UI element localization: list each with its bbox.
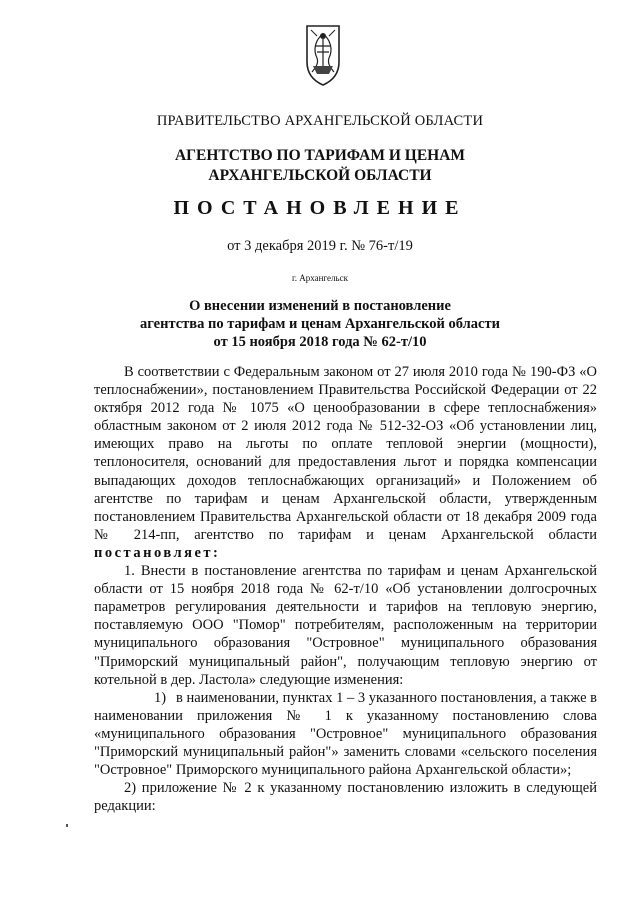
agency-name-line2: АРХАНГЕЛЬСКОЙ ОБЛАСТИ (208, 167, 432, 184)
coat-of-arms-emblem (303, 22, 343, 88)
subitem-1-number: 1) (154, 689, 167, 706)
subject-line2: агентства по тарифам и ценам Архангельской области (140, 316, 500, 332)
subitem-1-text: в наименовании, пунктах 1 – 3 указанного постановления, а также в наименовании приложения № 1 к указанному постановлению слова «муниципального образования "Островное" муниципального образования "Приморский муниципальный район"» заменить словами «сельского поселения "Островное" Приморского муниципального района Архангельской области»; (94, 689, 597, 779)
document-type-title: ПОСТАНОВЛЕНИЕ (173, 197, 467, 219)
subject-line3: от 15 ноября 2018 года № 62-т/10 (213, 334, 427, 350)
document-city: г. Архангельск (292, 273, 348, 283)
scan-mark (66, 824, 68, 827)
preamble-paragraph (94, 363, 597, 562)
document-date-number: от 3 декабря 2019 г. № 76-т/19 (227, 238, 413, 254)
resolves-word: постановляет: (94, 544, 221, 561)
subject-line1: О внесении изменений в постановление (189, 298, 451, 314)
document-body (94, 363, 597, 815)
subitem-1-paragraph (94, 689, 597, 779)
item-1-paragraph: 1. Внести в постановление агентства по тарифам и ценам Архангельской области от 15 ноября 2018 года № 62-т/10 «Об установлении долгосрочных параметров регулирования деятельности и тарифов на тепловую энергию, поставляемую ООО "Помор" потребителям, расположенным на территории муниципального образования "Островное" муниципального образования "Приморский муниципальный район", получающим тепловую энергию от котельной в дер. Ластола» следующие изменения: (94, 563, 597, 688)
government-name: ПРАВИТЕЛЬСТВО АРХАНГЕЛЬСКОЙ ОБЛАСТИ (156, 113, 484, 129)
preamble-text: В соответствии с Федеральным законом от 27 июля 2010 года № 190-ФЗ «О теплоснабжении», постановлением Правительства Российской Федерации от 22 октября 2012 года № 1075 «О ценообразовании в сфере теплоснабжения» областным законом от 2 июля 2012 года № 512-32-ОЗ «Об установлении лиц, имеющих право на льготы по оплате тепловой энергии (мощности), теплоносителя, оснований для предоставления льгот и порядка компенсации выпадающих доходов теплоснабжающих организаций» и Положением об агентстве по тарифам и ценам Архангельской области, утвержденным постановлением Правительства Архангельской области от 18 декабря 2009 года № 214-пп, агентство по тарифам и ценам Архангельской области (94, 364, 597, 543)
document-subject (0, 297, 640, 351)
agency-name (0, 146, 640, 186)
subitem-2-paragraph: 2) приложение № 2 к указанному постановлению изложить в следующей редакции: (94, 780, 597, 815)
agency-name-line1: АГЕНТСТВО ПО ТАРИФАМ И ЦЕНАМ (174, 147, 466, 164)
